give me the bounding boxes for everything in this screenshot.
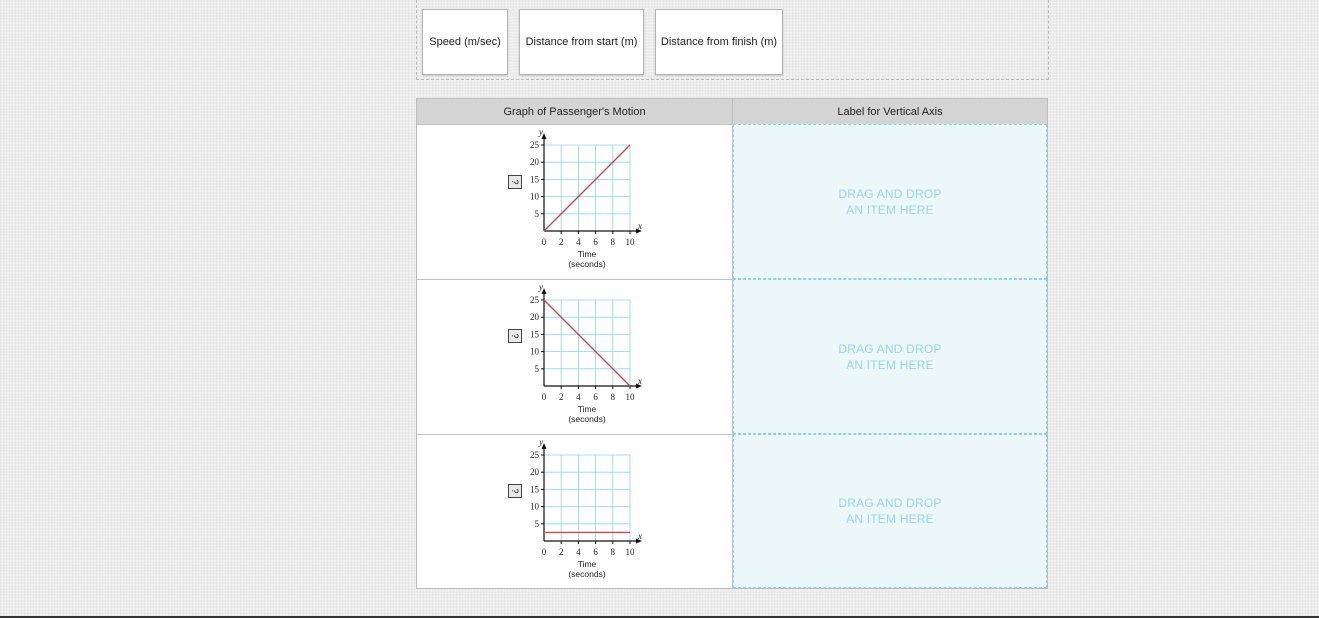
x-axis-title: (seconds) bbox=[568, 414, 606, 424]
y-tick-label: 25 bbox=[530, 140, 539, 150]
x-tick-label: 4 bbox=[576, 392, 581, 402]
x-tick-label: 2 bbox=[558, 237, 564, 247]
motion-graph-3 bbox=[517, 435, 677, 585]
x-tick-label: 6 bbox=[593, 237, 598, 247]
answer-bank bbox=[416, 0, 1049, 80]
x-axis-variable: x bbox=[638, 376, 642, 386]
y-axis-variable: y bbox=[539, 437, 543, 447]
y-tick-label: 10 bbox=[530, 501, 539, 512]
graph-cell-3 bbox=[417, 434, 733, 588]
y-tick-label: 10 bbox=[530, 191, 539, 202]
y-tick-label: 25 bbox=[530, 450, 539, 460]
x-axis-variable: x bbox=[638, 531, 642, 541]
matching-table bbox=[416, 98, 1048, 589]
x-tick-label: 0 bbox=[541, 547, 547, 557]
data-line bbox=[544, 145, 630, 231]
drop-zone-text: DRAG AND DROP AN ITEM HERE bbox=[838, 496, 942, 526]
tile-distance-from-finish[interactable]: Distance from finish (m) bbox=[655, 9, 783, 75]
y-tick-label: 25 bbox=[530, 295, 539, 305]
drop-zone-2[interactable] bbox=[733, 279, 1047, 434]
y-axis-variable: y bbox=[539, 127, 543, 137]
y-tick-label: 10 bbox=[530, 346, 539, 357]
drop-zone-text: DRAG AND DROP AN ITEM HERE bbox=[838, 186, 942, 217]
y-tick-label: 20 bbox=[530, 157, 539, 168]
x-tick-label: 10 bbox=[625, 547, 635, 557]
tile-distance-from-start[interactable]: Distance from start (m) bbox=[519, 9, 644, 75]
x-tick-label: 0 bbox=[541, 392, 547, 402]
x-tick-label: 8 bbox=[610, 392, 616, 402]
x-axis-title: Time bbox=[577, 404, 597, 414]
y-tick-label: 15 bbox=[530, 329, 539, 340]
x-tick-label: 4 bbox=[576, 547, 581, 557]
y-tick-label: 15 bbox=[530, 484, 539, 495]
header-label: Label for Vertical Axis bbox=[733, 99, 1047, 124]
drop-zone-1[interactable] bbox=[733, 124, 1047, 279]
x-tick-label: 10 bbox=[625, 392, 635, 402]
x-axis-title: Time bbox=[577, 249, 597, 259]
tile-speed[interactable]: Speed (m/sec) bbox=[422, 9, 508, 75]
header-graph: Graph of Passenger's Motion bbox=[417, 99, 733, 124]
x-tick-label: 8 bbox=[610, 237, 616, 247]
x-axis-title: (seconds) bbox=[568, 569, 606, 579]
x-axis-variable: x bbox=[638, 221, 642, 231]
motion-graph-1 bbox=[517, 125, 677, 275]
x-tick-label: 6 bbox=[593, 392, 598, 402]
y-axis-variable: y bbox=[539, 282, 543, 292]
x-tick-label: 10 bbox=[625, 237, 635, 247]
y-axis-placeholder: ? bbox=[508, 329, 522, 343]
x-tick-label: 4 bbox=[576, 237, 581, 247]
x-tick-label: 0 bbox=[541, 237, 547, 247]
x-tick-label: 2 bbox=[558, 547, 564, 557]
x-tick-label: 6 bbox=[593, 547, 598, 557]
y-tick-label: 20 bbox=[530, 467, 539, 478]
x-axis-title: (seconds) bbox=[568, 259, 606, 269]
x-axis-title: Time bbox=[577, 559, 597, 569]
y-tick-label: 5 bbox=[534, 208, 539, 219]
drop-zone-3[interactable] bbox=[733, 434, 1047, 588]
graph-cell-1 bbox=[417, 124, 733, 279]
x-tick-label: 8 bbox=[610, 547, 616, 557]
data-line bbox=[544, 300, 630, 386]
y-tick-label: 5 bbox=[534, 518, 539, 529]
y-tick-label: 15 bbox=[530, 174, 539, 185]
y-tick-label: 5 bbox=[534, 363, 539, 374]
y-axis-placeholder: ? bbox=[508, 175, 522, 189]
graph-cell-2 bbox=[417, 279, 733, 434]
x-tick-label: 2 bbox=[558, 392, 564, 402]
y-axis-placeholder: ? bbox=[508, 484, 522, 498]
drop-zone-text: DRAG AND DROP AN ITEM HERE bbox=[838, 341, 942, 372]
y-tick-label: 20 bbox=[530, 312, 539, 323]
motion-graph-2 bbox=[517, 280, 677, 430]
